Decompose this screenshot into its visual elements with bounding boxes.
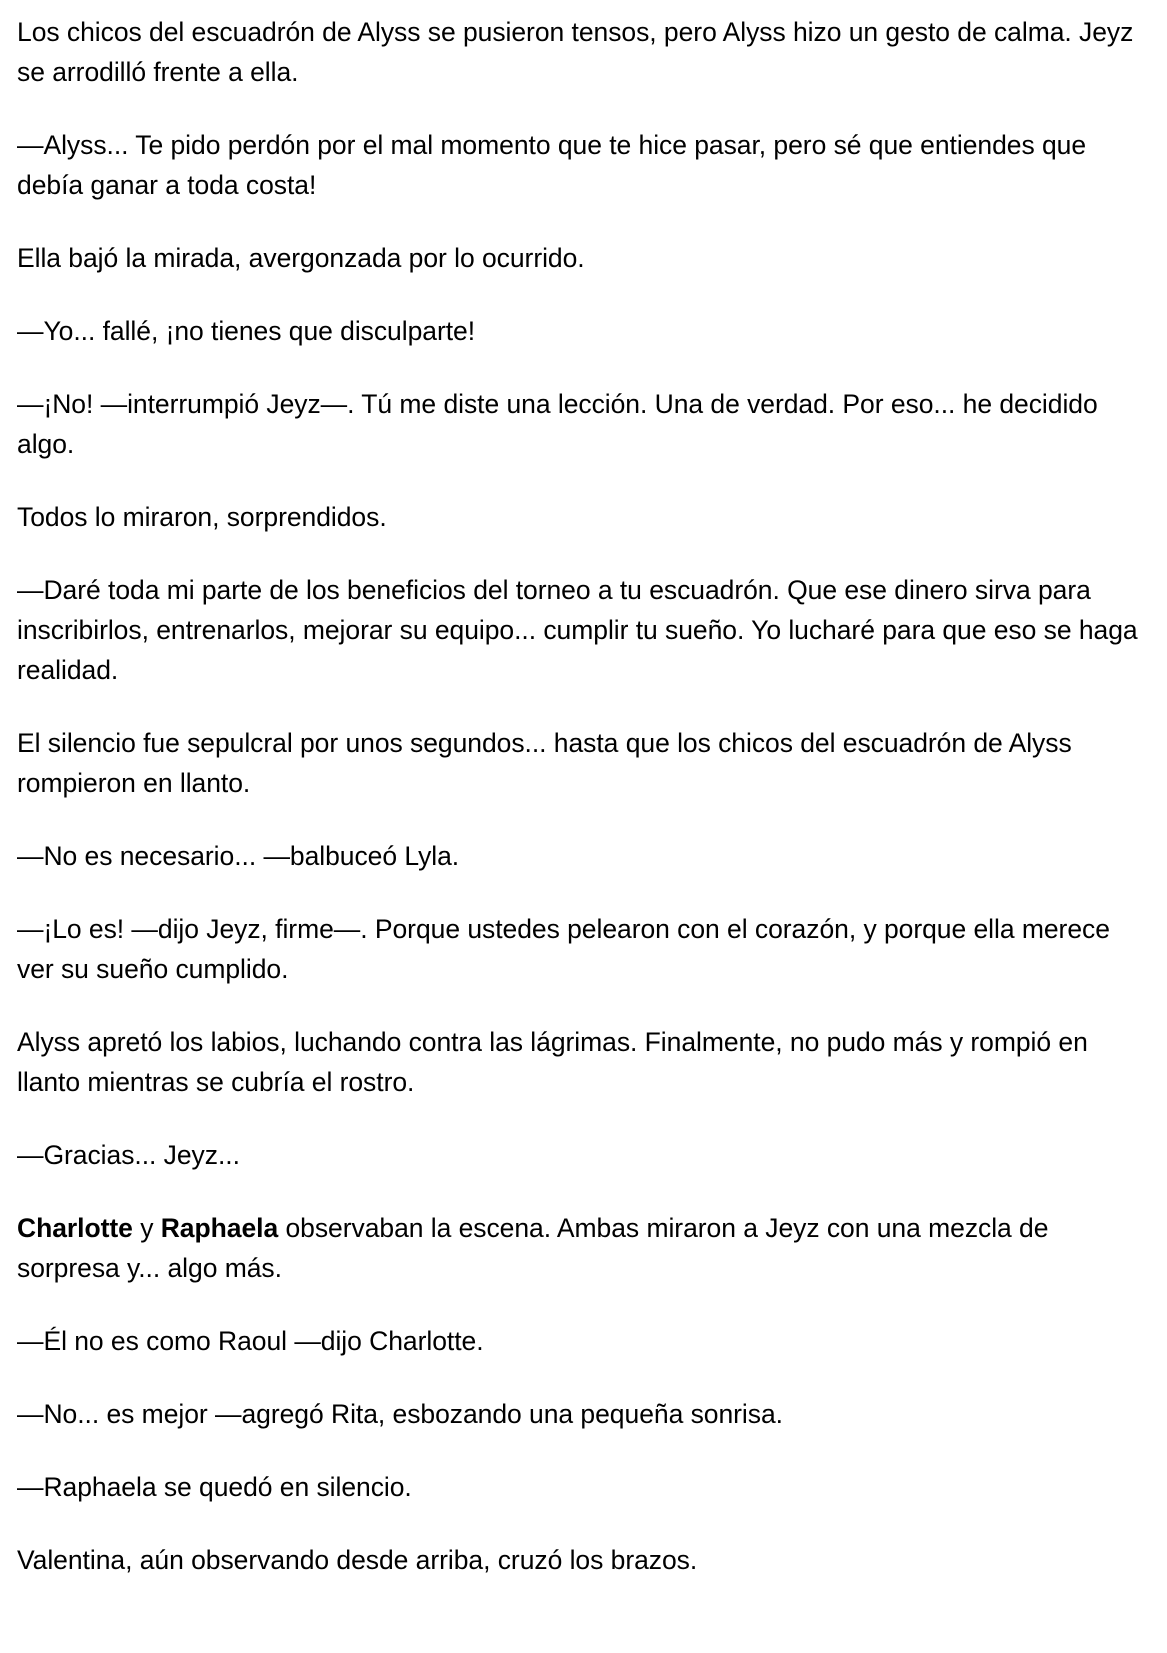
paragraph-4: —Yo... fallé, ¡no tienes que disculparte! bbox=[17, 316, 476, 346]
paragraph-17: Valentina, aún observando desde arriba, cruzó los brazos. bbox=[17, 1545, 698, 1575]
bold-name-raphaela: Raphaela bbox=[160, 1213, 279, 1243]
connector-text: y bbox=[132, 1213, 161, 1243]
paragraph-6: Todos lo miraron, sorprendidos. bbox=[17, 502, 387, 532]
paragraph-11: Alyss apretó los labios, luchando contra las lágrimas. Finalmente, no pudo más y rompió en llanto mientras se cubría el rostro. bbox=[17, 1027, 1088, 1097]
paragraph-12: —Gracias... Jeyz... bbox=[17, 1140, 240, 1170]
paragraph-13 bbox=[17, 1208, 1151, 1288]
paragraph-9: —No es necesario... —balbuceó Lyla. bbox=[17, 841, 460, 871]
paragraph-1: Los chicos del escuadrón de Alyss se pusieron tensos, pero Alyss hizo un gesto de calma. Jeyz se arrodilló frente a ella. bbox=[17, 17, 1134, 87]
paragraph-7: —Daré toda mi parte de los beneficios del torneo a tu escuadrón. Que ese dinero sirva para inscribirlos, entrenarlos, mejorar su equipo... cumplir tu sueño. Yo lucharé para que eso se haga realidad. bbox=[17, 575, 1138, 685]
paragraph-3: Ella bajó la mirada, avergonzada por lo ocurrido. bbox=[17, 243, 585, 273]
paragraph-5: —¡No! —interrumpió Jeyz—. Tú me diste una lección. Una de verdad. Por eso... he decidido algo. bbox=[17, 389, 1098, 459]
paragraph-10: —¡Lo es! —dijo Jeyz, firme—. Porque ustedes pelearon con el corazón, y porque ella merece ver su sueño cumplido. bbox=[17, 914, 1110, 984]
paragraph-16: —Raphaela se quedó en silencio. bbox=[17, 1472, 412, 1502]
bold-name-charlotte: Charlotte bbox=[17, 1213, 133, 1243]
paragraph-15: —No... es mejor —agregó Rita, esbozando una pequeña sonrisa. bbox=[17, 1399, 783, 1429]
paragraph-8: El silencio fue sepulcral por unos segundos... hasta que los chicos del escuadrón de Alyss rompieron en llanto. bbox=[17, 728, 1072, 798]
paragraph-2: —Alyss... Te pido perdón por el mal momento que te hice pasar, pero sé que entiendes que debía ganar a toda costa! bbox=[17, 130, 1087, 200]
paragraph-13-rest: observaban la escena. Ambas miraron a Jeyz con una mezcla de sorpresa y... algo más. bbox=[17, 1213, 1049, 1283]
paragraph-14: —Él no es como Raoul —dijo Charlotte. bbox=[17, 1326, 484, 1356]
